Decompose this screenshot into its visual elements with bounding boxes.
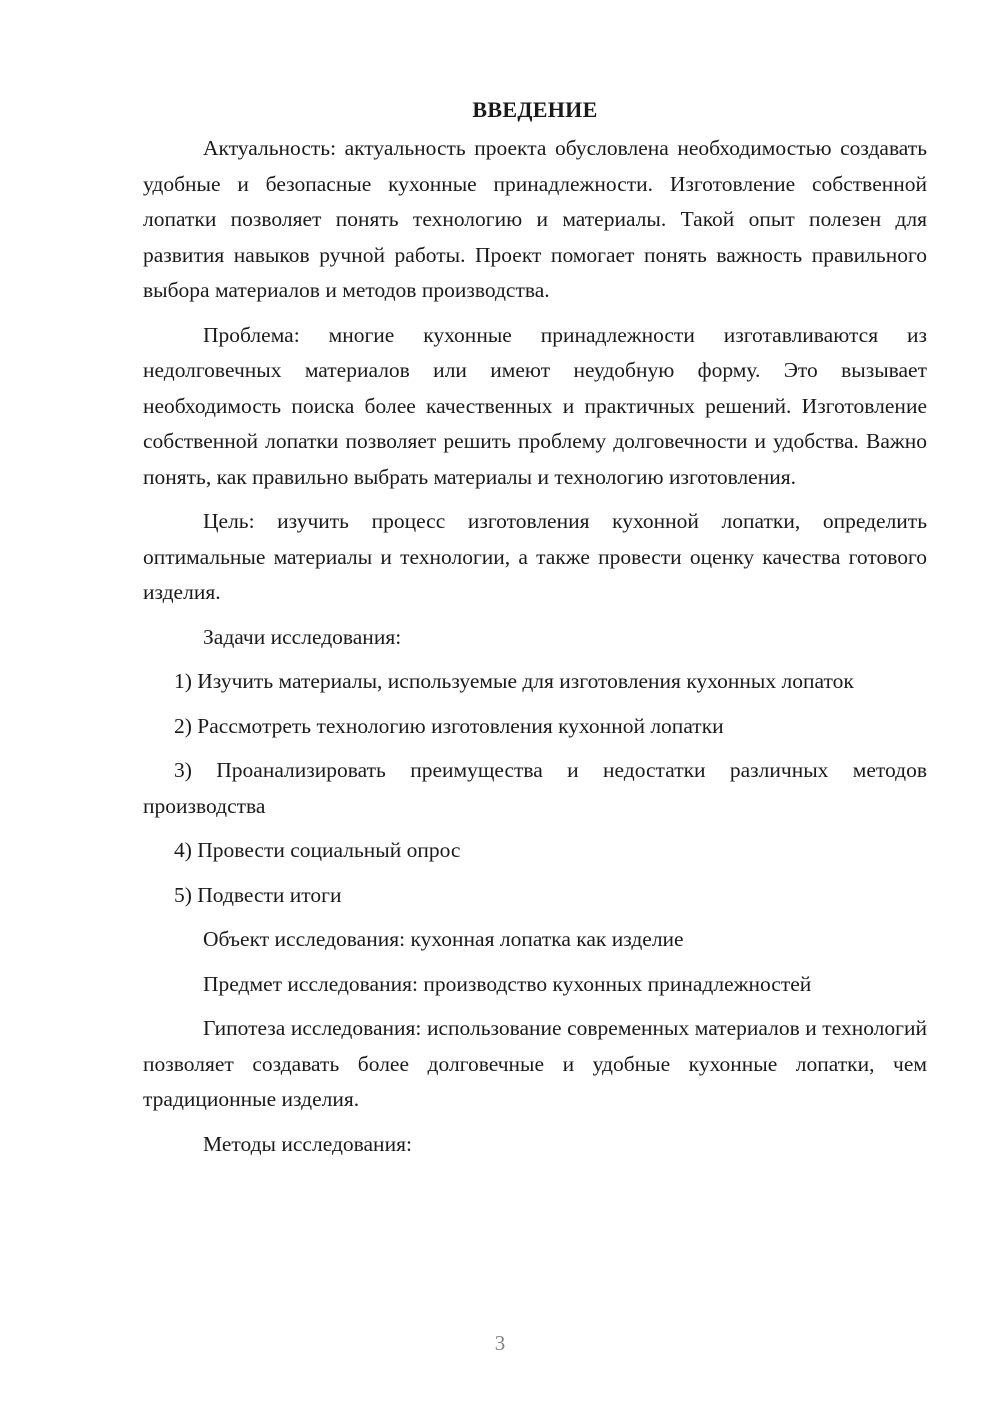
task-item: 2) Рассмотреть технологию изготовления кухонной лопатки: [174, 713, 724, 738]
task-item: 1) Изучить материалы, используемые для изготовления кухонных лопаток: [174, 669, 854, 693]
hypothesis-paragraph: Гипотеза исследования: использование современных материалов и технологий позволяет создавать более долговечные и удобные кухонные лопатки, чем традиционные изделия.: [143, 1016, 927, 1111]
tasks-heading: Задачи исследования:: [203, 624, 402, 649]
goal-paragraph: Цель: изучить процесс изготовления кухонной лопатки, определить оптимальные материалы и технологии, а также провести оценку качества готового изделия.: [143, 509, 927, 604]
document-page: [143, 92, 927, 1171]
relevance-paragraph: Актуальность: актуальность проекта обусловлена необходимостью создавать удобные и безопасные кухонные принадлежности. Изготовление собственной лопатки позволяет понять технологию и материалы. Такой опыт полезен для развития навыков ручной работы. Проект помогает понять важность правильного выбора материалов и методов производства.: [143, 136, 927, 302]
subject-paragraph: Предмет исследования: производство кухонных принадлежностей: [203, 971, 812, 996]
section-heading: ВВЕДЕНИЕ: [472, 97, 598, 122]
page-number: 3: [494, 1331, 506, 1355]
object-paragraph: Объект исследования: кухонная лопатка как изделие: [203, 927, 684, 951]
task-item: 3) Проанализировать преимущества и недостатки различных методов производства: [143, 758, 927, 818]
methods-heading: Методы исследования:: [203, 1131, 412, 1156]
problem-paragraph: Проблема: многие кухонные принадлежности изготавливаются из недолговечных материалов или имеют неудобную форму. Это вызывает необходимость поиска более качественных и практичных решений. Изготовление собственной лопатки позволяет решить проблему долговечности и удобства. Важно понять, как правильно выбрать материалы и технологию изготовления.: [143, 322, 927, 489]
task-item: 4) Провести социальный опрос: [174, 838, 461, 862]
task-item: 5) Подвести итоги: [174, 882, 342, 907]
